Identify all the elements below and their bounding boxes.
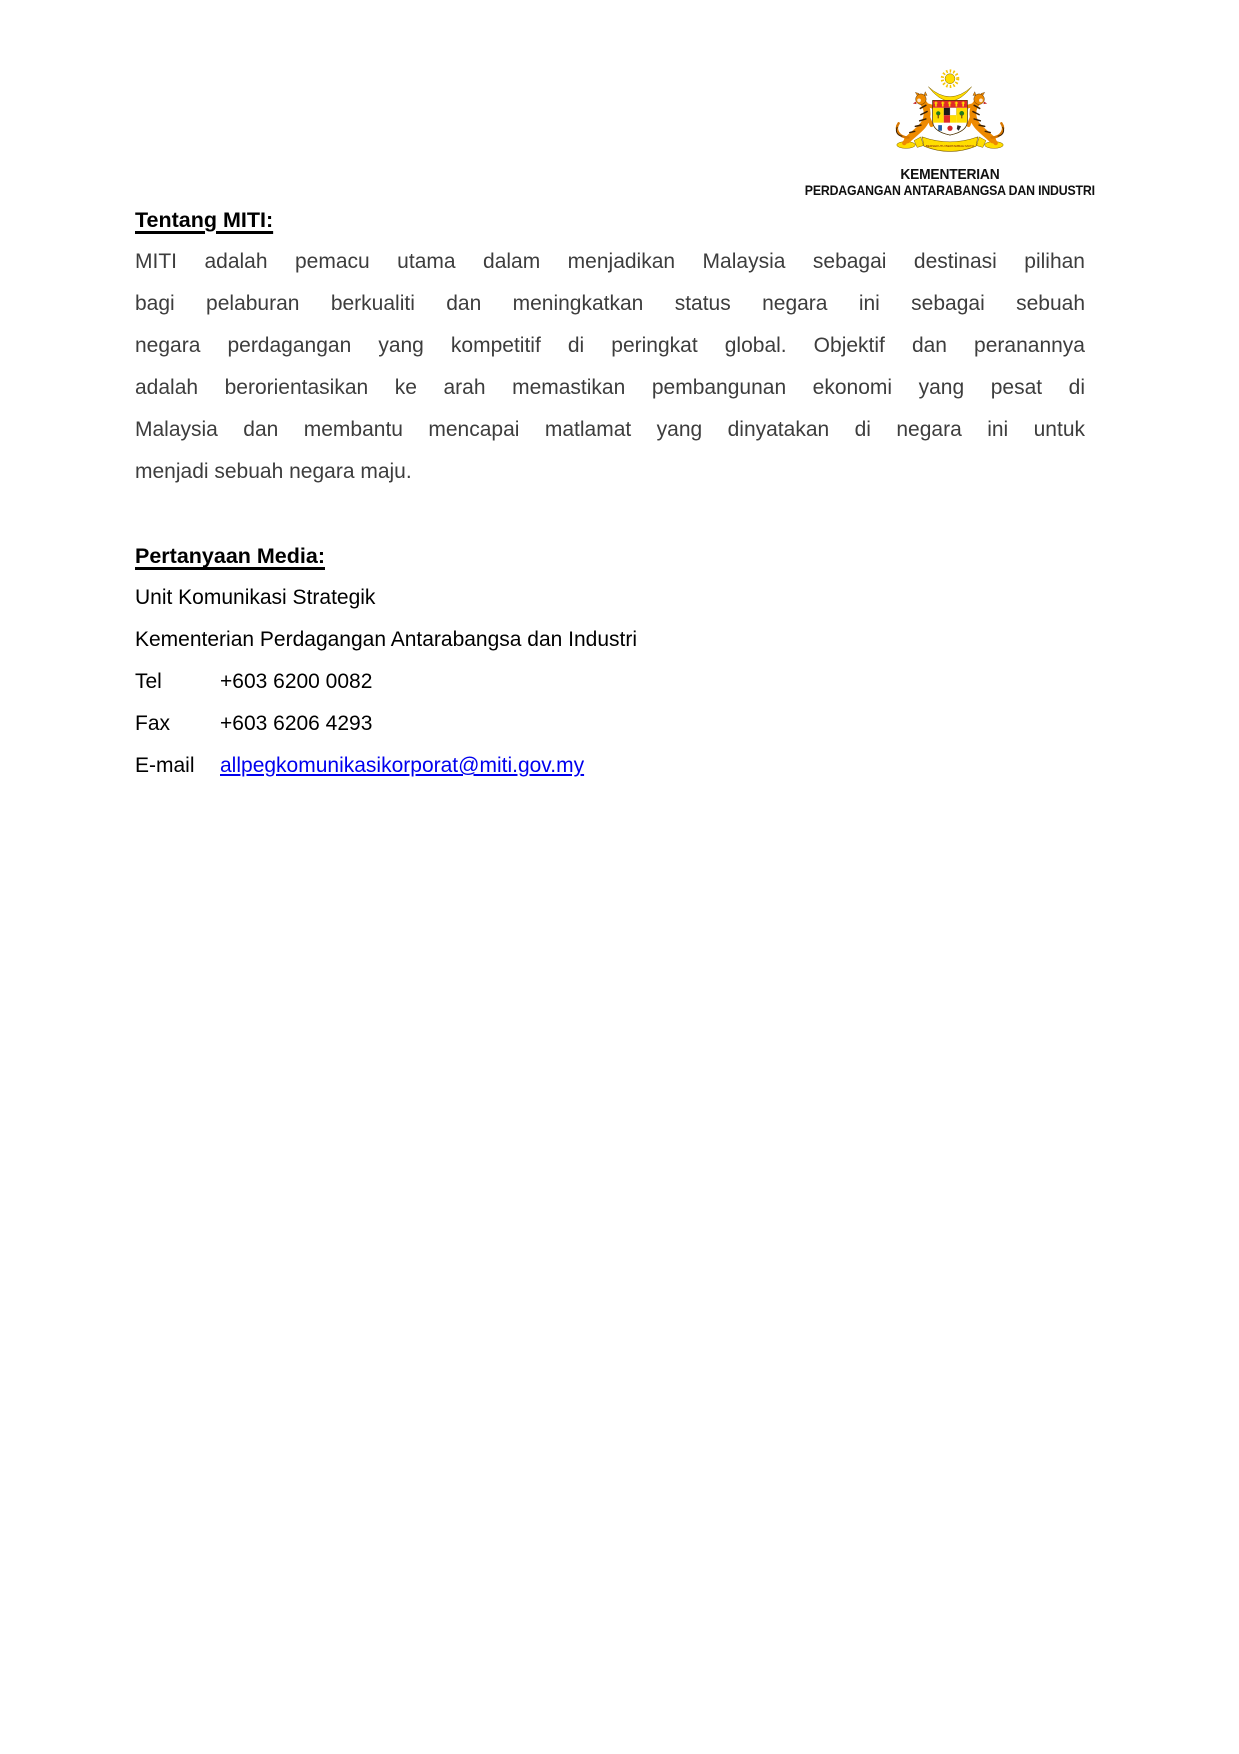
paragraph-line: adalah berorientasikan ke arah memastikan pembangunan ekonomi yang pesat di [135,376,1085,399]
paragraph-line: MITI adalah pemacu utama dalam menjadikan Malaysia sebagai destinasi pilihan [135,250,1085,273]
paragraph-line: negara perdagangan yang kompetitif di peringkat global. Objektif dan peranannya [135,334,1085,357]
media-unit-line: Unit Komunikasi Strategik [135,586,376,609]
paragraph-line: bagi pelaburan berkualiti dan meningkatkan status negara ini sebagai sebuah [135,292,1085,315]
ministry-name-line1: KEMENTERIAN [900,166,1000,183]
document-content [135,199,1085,787]
paragraph-line: menjadi sebuah negara maju. [135,460,412,483]
about-paragraph [135,241,1085,493]
fax-value: +603 6206 4293 [220,712,373,735]
crest-motto-text: BERSEKUTU BERTAMBAH MUTU [925,143,975,148]
about-section-heading [135,199,1085,241]
malaysia-coat-of-arms-icon [885,68,1015,160]
contact-row-email [135,745,1085,787]
fax-label: Fax [135,712,171,735]
media-section-heading [135,535,1085,577]
contact-row-fax [135,703,1085,745]
media-heading-text: Pertanyaan Media: [135,544,325,568]
media-ministry-line: Kementerian Perdagangan Antarabangsa dan Industri [135,628,638,651]
ministry-logo [758,68,1142,198]
email-link[interactable]: allpegkomunikasikorporat@miti.gov.my [220,754,585,777]
paragraph-line: Malaysia dan membantu mencapai matlamat yang dinyatakan di negara ini untuk [135,418,1085,441]
ministry-name-line2: PERDAGANGAN ANTARABANGSA DAN INDUSTRI [804,182,1096,198]
media-section [135,535,1085,787]
tel-value: +603 6200 0082 [220,670,373,693]
tel-label: Tel [135,670,162,693]
contact-row-tel [135,661,1085,703]
email-label: E-mail [135,754,195,777]
about-heading-text: Tentang MITI: [135,208,274,232]
